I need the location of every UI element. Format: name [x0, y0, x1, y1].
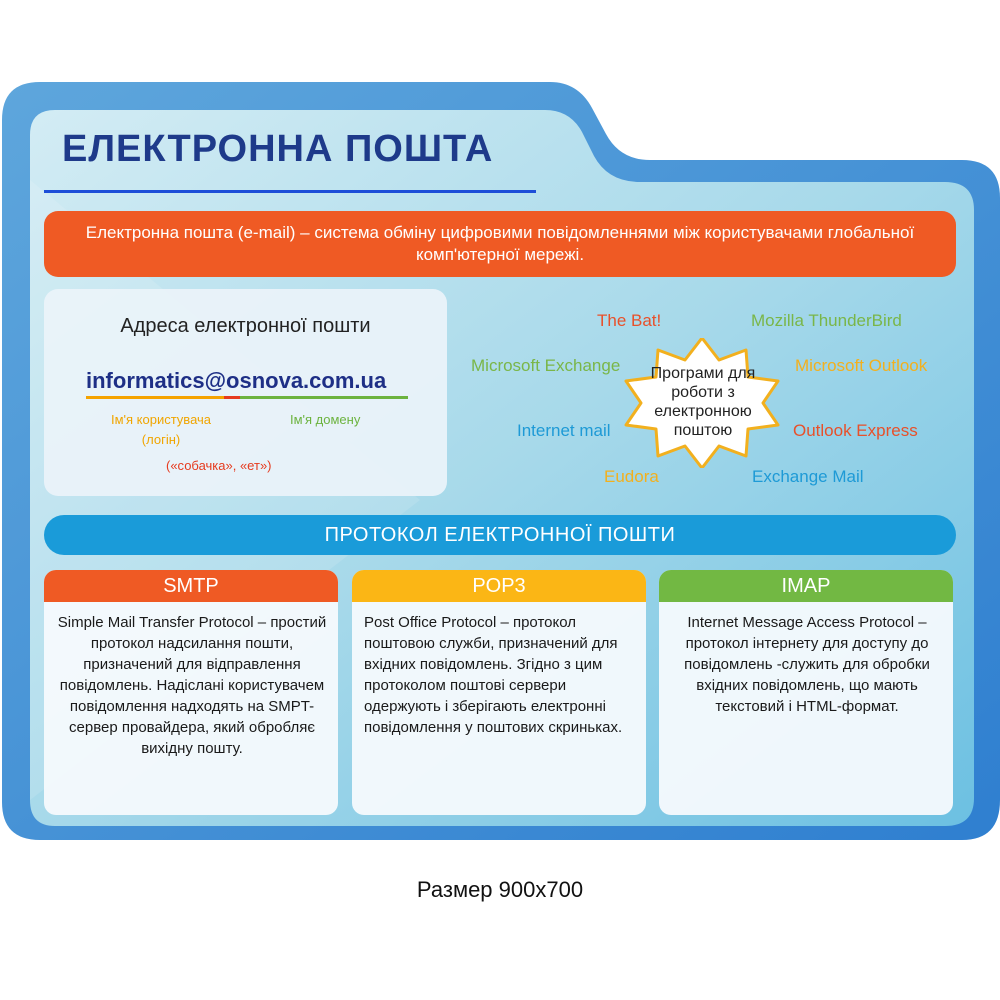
protocol-header: ПРОТОКОЛ ЕЛЕКТРОННОЇ ПОШТИ [44, 515, 956, 555]
protocol-card-imap [659, 570, 953, 815]
programs-center-label: Програми для роботи з електронною поштою [650, 365, 756, 439]
size-caption: Размер 900х700 [416, 877, 584, 902]
program-the-bat: The Bat! [597, 311, 662, 330]
title-underline [44, 190, 536, 193]
card-title-smtp: SMTP [44, 570, 338, 602]
card-title-imap: IMAP [659, 570, 953, 602]
card-text-smtp: Simple Mail Transfer Protocol – простий протокол надсилання пошти, призначений для відправлення повідомлень. Надіслані користувачем повідомлення надходять на SMPT-сервер провайдера, який обробляє вихідну пошту. [57, 614, 327, 757]
at-underline [224, 396, 240, 399]
address-title: Адреса електронної пошти [120, 315, 371, 337]
domain-label: Ім'я домену [290, 412, 361, 427]
card-text-pop3: Post Office Protocol – протокол поштовою служби, призначений для вхідних повідомлень. Згідно з цим протоколом поштові сервери одержують і зберігають електронні повідомлення у поштових скриньках. [364, 614, 623, 736]
login-label: Ім'я користувача (логін) [110, 412, 212, 447]
definition-banner: Електронна пошта (e-mail) – система обміну цифровими повідомленнями між користувачами глобальної комп'ютерної мережі. [44, 211, 956, 277]
program-eudora: Eudora [604, 467, 659, 486]
login-underline [86, 396, 224, 399]
at-sign-label: («собачка», «ет») [166, 458, 272, 473]
program-thunderbird: Mozilla ThunderBird [751, 311, 902, 330]
program-ms-outlook: Microsoft Outlook [795, 356, 928, 375]
protocol-card-smtp [44, 570, 338, 815]
program-internet-mail: Internet mail [517, 421, 611, 440]
program-ms-exchange: Microsoft Exchange [471, 356, 621, 375]
page-title: ЕЛЕКТРОННА ПОШТА [62, 128, 494, 170]
protocol-card-pop3 [352, 570, 646, 815]
program-outlook-express: Outlook Express [793, 421, 918, 440]
program-exchange-mail: Exchange Mail [752, 467, 864, 486]
domain-underline [240, 396, 408, 399]
email-example: informatics@osnova.com.ua [86, 368, 387, 393]
card-text-imap: Internet Message Access Protocol – протокол інтернету для доступу до повідомлень -служить для обробки вхідних повідомлень, що мають текстовий і HTML-формат. [684, 614, 930, 715]
card-title-pop3: POP3 [352, 570, 646, 602]
